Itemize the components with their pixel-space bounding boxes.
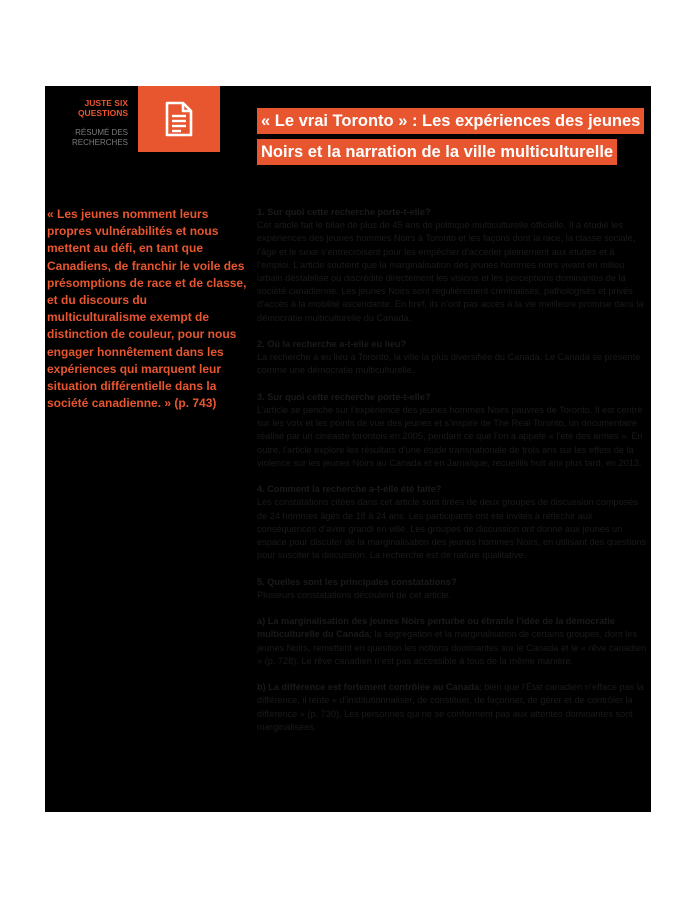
section-heading: 1. Sur quoi cette recherche porte-t-elle?	[257, 207, 431, 217]
section-2	[257, 338, 649, 378]
section-text: La recherche a eu lieu à Toronto, la ville la plus diversifiée du Canada. Le Canada se présente comme une démocratie multiculturelle.	[257, 352, 641, 376]
kicker-subtitle: RÉSUMÉ DES RECHERCHES	[71, 128, 128, 147]
finding-a	[257, 615, 649, 668]
section-text: Cet article fait le bilan de plus de 45 ans de politique multiculturelle officielle. Il a étudié les expériences des jeunes hommes Noirs à Toronto et les façons dont la race, la classe sociale, l’âge et le sexe s’entrecroisent pour les empêcher d’accéder pleinement aux études et à l’emploi. L’article soutient que la marginalisation des jeunes hommes noirs vivant en milieu urbain déstabilise ou discrédite directement les visions et les perceptions dominantes de la société canadienne. Les jeunes Noirs sont régulièrement criminalisés, pathologisés et privés d’accès à la mobilité ascendante. En bref, ils n’ont pas accès à la vie meilleure promise dans la démocratie multiculturelle du Canada.	[257, 220, 644, 323]
title-line-1: « Le vrai Toronto » : Les expériences des jeunes	[257, 108, 644, 134]
document-icon	[164, 101, 194, 137]
section-3	[257, 391, 649, 470]
section-text: L’article se penche sur l’expérience des jeunes hommes Noirs pauvres de Toronto. Il est centré sur les voix et les points de vue des jeunes et s’inspire de The Real Toronto, un documentaire réalisé par un cinéaste torontois en 2005, pendant ce que l’on a appelé « l’été des armes ». En outre, l’article explore les résultats d’une étude transnationale de trois ans sur les effets de la violence sur les jeunes Noirs au Canada et en Jamaïque, recueillis huit ans plus tard, en 2013.	[257, 405, 643, 468]
document-icon-badge	[138, 86, 220, 152]
finding-title: a) La marginalisation des jeunes Noirs perturbe ou ébranle l’idée de la démocratie multiculturelle du Canada	[257, 616, 615, 640]
section-heading: 2. Où la recherche a-t-elle eu lieu?	[257, 339, 407, 350]
page-panel	[45, 86, 651, 812]
section-1	[257, 206, 649, 325]
finding-b	[257, 681, 649, 734]
header-kicker	[45, 86, 138, 152]
section-text: Plusieurs constatations découlent de cet article.	[257, 589, 452, 600]
pull-quote: « Les jeunes nomment leurs propres vulnérabilités et nous mettent au défi, en tant que Canadiens, de franchir le voile des présomptions de race et de classe, et du discours du multiculturalisme exempt de distinction de couleur, pour nous engager honnêtement dans les expériences qui marquent leur situation différentielle dans la société canadienne. » (p. 743)	[47, 207, 247, 411]
finding-title: b) La différence est fortement contrôlée au Canada	[257, 682, 480, 693]
title-line-2: Noirs et la narration de la ville multiculturelle	[257, 139, 617, 165]
kicker-title: JUSTE SIX QUESTIONS	[77, 98, 128, 118]
section-heading: 3. Sur quoi cette recherche porte-t-elle?	[257, 391, 431, 402]
section-heading: 5. Quelles sont les principales constatations?	[257, 576, 457, 587]
section-4	[257, 483, 649, 562]
section-text: Les constatations citées dans cet article sont tirées de deux groupes de discussion composés de 24 hommes âgés de 18 à 24 ans. Les participants ont été invités à réfléchir aux conséquences d’avoir grandi en ville. Les groupes de discussion ont donné aux jeunes un espace pour discuter de la marginalisation des jeunes hommes Noirs, en utilisant des questions pour susciter la discussion. La recherche est de nature qualitative.	[257, 497, 647, 561]
body-column	[257, 206, 649, 747]
finding-text: ; bien que l’État canadien n’efface pas la différence, il tente « d’institutionnaliser, de constituer, de façonner, de gérer et de contrôler la différence » (p. 730). Les personnes qui ne se conforment pas aux attentes dominantes sont marginalisées.	[257, 682, 644, 732]
page-title	[257, 108, 647, 170]
finding-text: ; la ségrégation et la marginalisation de certains groupes, dont les jeunes Noirs, remettent en question les notions dominantes sur le Canada et le « rêve canadien » (p. 728). Le rêve canadien n’est pas accessible à tous de la même manière.	[257, 629, 647, 666]
section-heading: 4. Comment la recherche a-t-elle été faite?	[257, 484, 442, 495]
section-5	[257, 576, 649, 602]
